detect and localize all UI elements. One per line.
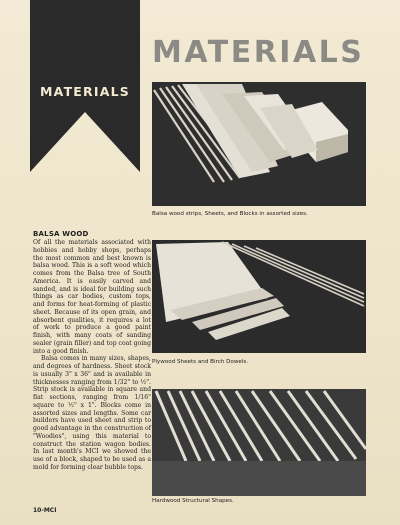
article-heading: BALSA WOOD [33, 230, 89, 238]
plywood-photo-caption: Plywood Sheets and Birch Dowels. [152, 359, 249, 365]
section-banner [30, 0, 140, 172]
balsa-photo [152, 82, 366, 206]
balsa-photo-caption: Balsa wood strips, Sheets, and Blocks in assorted sizes. [152, 211, 308, 217]
plywood-photo [152, 240, 366, 353]
article-paragraph-2: Balsa comes in many sizes, shapes, and degrees of hardness. Sheet stock is usually 3" x 36" and is available in thicknesses ranging from 1/32" to ½". Strip stock is available in square and flat sections, ranging from 1/16" square to ½" x 1". Blocks come in assorted sizes and lengths. Some car builders have used sheet and strip to good advantage in the construction of "Woodies", using this material to construct the station wagon bodies. In last month's MCI we showed the use of a block, shaped to be used as a mold for forming clear bubble tops. [33, 355, 151, 471]
article-body [33, 239, 151, 472]
page-folio: 10-MCI [33, 507, 57, 514]
hardwood-photo [152, 389, 366, 496]
article-paragraph-1: Of all the materials associated with hobbies and hobby shops, perhaps the most common and best known is balsa wood. This is a soft wood which comes from the Balsa tree of South America. It is easily carved and sanded, and is ideal for building such things as car bodies, custom tops, and forms for heat-forming of plastic sheet. Because of its open grain, and absorbent qualities, it requires a lot of work to produce a good paint finish, with many coats of sanding sealer (grain filler) and top coat going into a good finish. [33, 239, 151, 355]
hardwood-photo-caption: Hardwood Structural Shapes. [152, 498, 234, 504]
page-title: MATERIALS [152, 35, 365, 70]
banner-label: MATERIALS [40, 84, 130, 99]
